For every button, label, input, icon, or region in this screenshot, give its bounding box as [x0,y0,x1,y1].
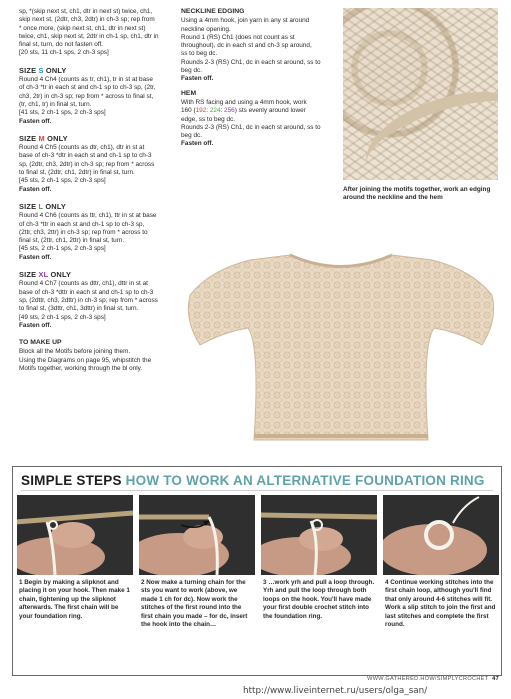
intro-line: [20 sts, 11 ch-1 sps, 2 ch-3 sps] [19,49,109,57]
intro-line: * once more, (skip next st, ch1, dtr in next st) [19,24,146,32]
title-simple-steps: SIMPLE STEPS [21,473,122,488]
fasten-off: Fasten off. [181,140,214,148]
size-line: Round 4 Ch6 (counts as ttr, ch1), ttr in st at base [19,212,157,220]
make-up-heading: TO MAKE UP [19,339,62,347]
hem-block [181,90,339,149]
neckline-line: ss to beg dc. [181,50,218,58]
hem-heading: HEM [181,89,197,97]
size-line: (2ttr, ch3, 2ttr) in ch-3 sp; rep from * across to [19,228,148,236]
hem-line: beg dc. [181,132,202,140]
step-3-illustration [261,495,377,575]
fasten-off: Fasten off. [19,117,52,125]
size-s-block [19,67,179,126]
simple-steps-title [21,473,485,488]
watermark-url[interactable]: http://www.liveinternet.ru/users/olga_san/ [243,686,428,696]
step-4-photo [383,495,499,575]
make-up-line: Block all the Motifs before joining them. [19,348,131,356]
neckline-heading: NECKLINE EDGING [181,8,245,15]
intro-line: sp, *(skip next st, ch1, dtr in next st) twice, ch1, [19,8,153,15]
photo-caption: After joining the motifs together, work an edging around the neckline and the hem [343,186,491,202]
neckline-line: neckline opening. [181,25,231,33]
step-3-photo [261,495,377,575]
sweater-body [188,255,493,440]
size-line: sp, (2dtr, ch3, 2dtr) in ch-3 sp; rep from * across [19,160,155,168]
neckline-line: beg dc. [181,67,202,75]
make-up-line: Using the Diagrams on page 95, whipstitch the [19,356,152,364]
hem-count-base: 160 ( [181,107,196,115]
size-line: Round 4 Ch4 (counts as tr, ch1), tr in st at base [19,76,153,84]
size-m-block [19,135,179,194]
size-letter: L [38,201,44,211]
step-2-illustration [139,495,255,575]
size-xl-heading [19,271,179,279]
size-m-heading [19,135,179,143]
hem-line-rest: ) sts evenly around lower [234,107,306,115]
step-4-text: 4 Continue working stitches into the first chain loop, although you'll find that only around 4-6 stitches will fit. Work a slip stitch to join the first and last stitches and complete the first round. [385,579,496,629]
intro-line: skip next st, (2dtr, ch3, 2dtr) in ch-3 sp; rep from [19,16,155,24]
size-l-heading [19,203,179,211]
neckline-line: Rounds 2-3 (RS) Ch1, dc in each st around, ss to [181,58,321,66]
page-footer [367,676,499,682]
step-4-illustration [383,495,499,575]
page-number: 47 [492,676,499,682]
hem-line: Rounds 2-3 (RS) Ch1, dc in each st around, ss to [181,123,321,131]
size-l-block [19,203,179,262]
size-line: base of ch-3 *dtr in each st and ch-1 sp to ch-3 [19,152,152,160]
size-line: to final st, (3dttr, ch1, 3dttr) in final st, turn. [19,305,139,313]
size-line: [45 sts, 2 ch-1 sps, 2 ch-3 sps] [19,245,106,253]
size-line: base of ch-3 *dttr in each st and ch-1 sp to ch-3 [19,288,154,296]
size-line: Round 4 Ch5 (counts as dtr, ch1), dtr in st at [19,144,145,152]
size-line: Round 4 Ch7 (counts as dttr, ch1), dttr in st at [19,280,148,288]
size-word: SIZE [19,270,37,280]
fasten-off: Fasten off. [181,75,214,83]
size-s-heading [19,67,179,75]
size-suffix: ONLY [45,65,67,75]
size-word: SIZE [19,133,37,143]
step-2-photo [139,495,255,575]
size-letter: M [38,133,45,143]
step-3-text: 3 …work yrh and pull a loop through. Yrh and pull the loop through both loops on the hook. You'll have made your first double crochet stitch into the foundation ring. [263,579,375,620]
hem-sep: : [206,107,210,115]
hem-line: With RS facing and using a 4mm hook, work [181,98,307,106]
hem-sep: : [220,107,225,115]
hem-count-xl: 256 [224,107,235,115]
intro-line: final st, turn, do not fasten off. [19,41,104,49]
hem-line-sizes [181,107,339,115]
size-line: of ch-3 *tr in each st and ch-1 sp to ch-3 sp, (2tr, [19,84,156,92]
size-line: [49 sts, 2 ch-1 sps, 2 ch-3 sps] [19,313,106,321]
size-letter: S [38,65,44,75]
divider [21,490,493,491]
size-line: [45 sts, 2 ch-1 sps, 2 ch-3 sps] [19,177,106,185]
size-line: (tr, ch1, tr) in final st, turn. [19,100,92,108]
intro-line: twice, ch1, skip next st, 2dtr in ch-1 sp, ch1, dtr in [19,32,159,40]
step-2-text: 2 Now make a turning chain for the sts you want to work (above, we made 1 ch for dc). Now work the stitches of the first round into the first chain you made – for dc, insert the hook into the chain… [141,579,248,629]
fasten-off: Fasten off. [19,253,52,261]
neckline-line: Using a 4mm hook, join yarn in any st around [181,17,310,25]
neckline-line: Round 1 (RS) Ch1 (does not count as st [181,33,295,41]
size-suffix: ONLY [47,133,68,143]
footer-site[interactable]: WWW.GATHERED.HOW/SIMPLYCROCHET [367,676,489,682]
size-xl-block [19,271,179,330]
sweater-photo [182,250,500,450]
size-line: ch3, 2tr) in ch-3 sp; rep from * across to final st, [19,92,154,100]
make-up-block [19,339,179,373]
size-line: of ch-3 *ttr in each st and ch-1 sp to ch-3 sp, [19,220,145,228]
neckline-block [181,8,339,84]
simple-steps-panel [12,466,502,676]
size-suffix: ONLY [45,201,67,211]
size-line: [41 sts, 2 ch-1 sps, 2 ch-3 sps] [19,109,106,117]
hem-line: edge, ss to beg dc. [181,115,236,123]
title-how-to: HOW TO WORK AN ALTERNATIVE FOUNDATION RING [125,473,485,488]
middle-column [181,8,339,149]
size-line: final st, (2ttr, ch1, 2ttr) in final st, turn. [19,237,125,245]
neckline-line: throughout), dc in each st and ch-3 sp around, [181,42,312,50]
left-column [19,8,179,373]
size-line: to final st, (2dtr, ch1, 2dtr) in final st, turn. [19,169,135,177]
size-suffix: ONLY [50,270,72,280]
step-1-photo [17,495,133,575]
make-up-line: Motifs together, working through the bl only. [19,364,143,372]
intro-text [19,8,179,58]
size-line: sp, (2dttr, ch3, 2dttr) in ch-3 sp; rep from * across [19,296,158,304]
step-1-text: 1 Begin by making a slipknot and placing it on your hook. Then make 1 chain, tightening up the slipknot afterwards. The first chain will be your foundation ring. [19,579,130,620]
size-word: SIZE [19,65,37,75]
size-word: SIZE [19,201,37,211]
fasten-off: Fasten off. [19,185,52,193]
fasten-off: Fasten off. [19,321,52,329]
hem-count-m: 192 [195,107,207,115]
lace-closeup-photo [343,8,498,180]
hem-count-l: 224 [209,107,221,115]
step-1-illustration [17,495,133,575]
size-letter: XL [38,270,49,280]
